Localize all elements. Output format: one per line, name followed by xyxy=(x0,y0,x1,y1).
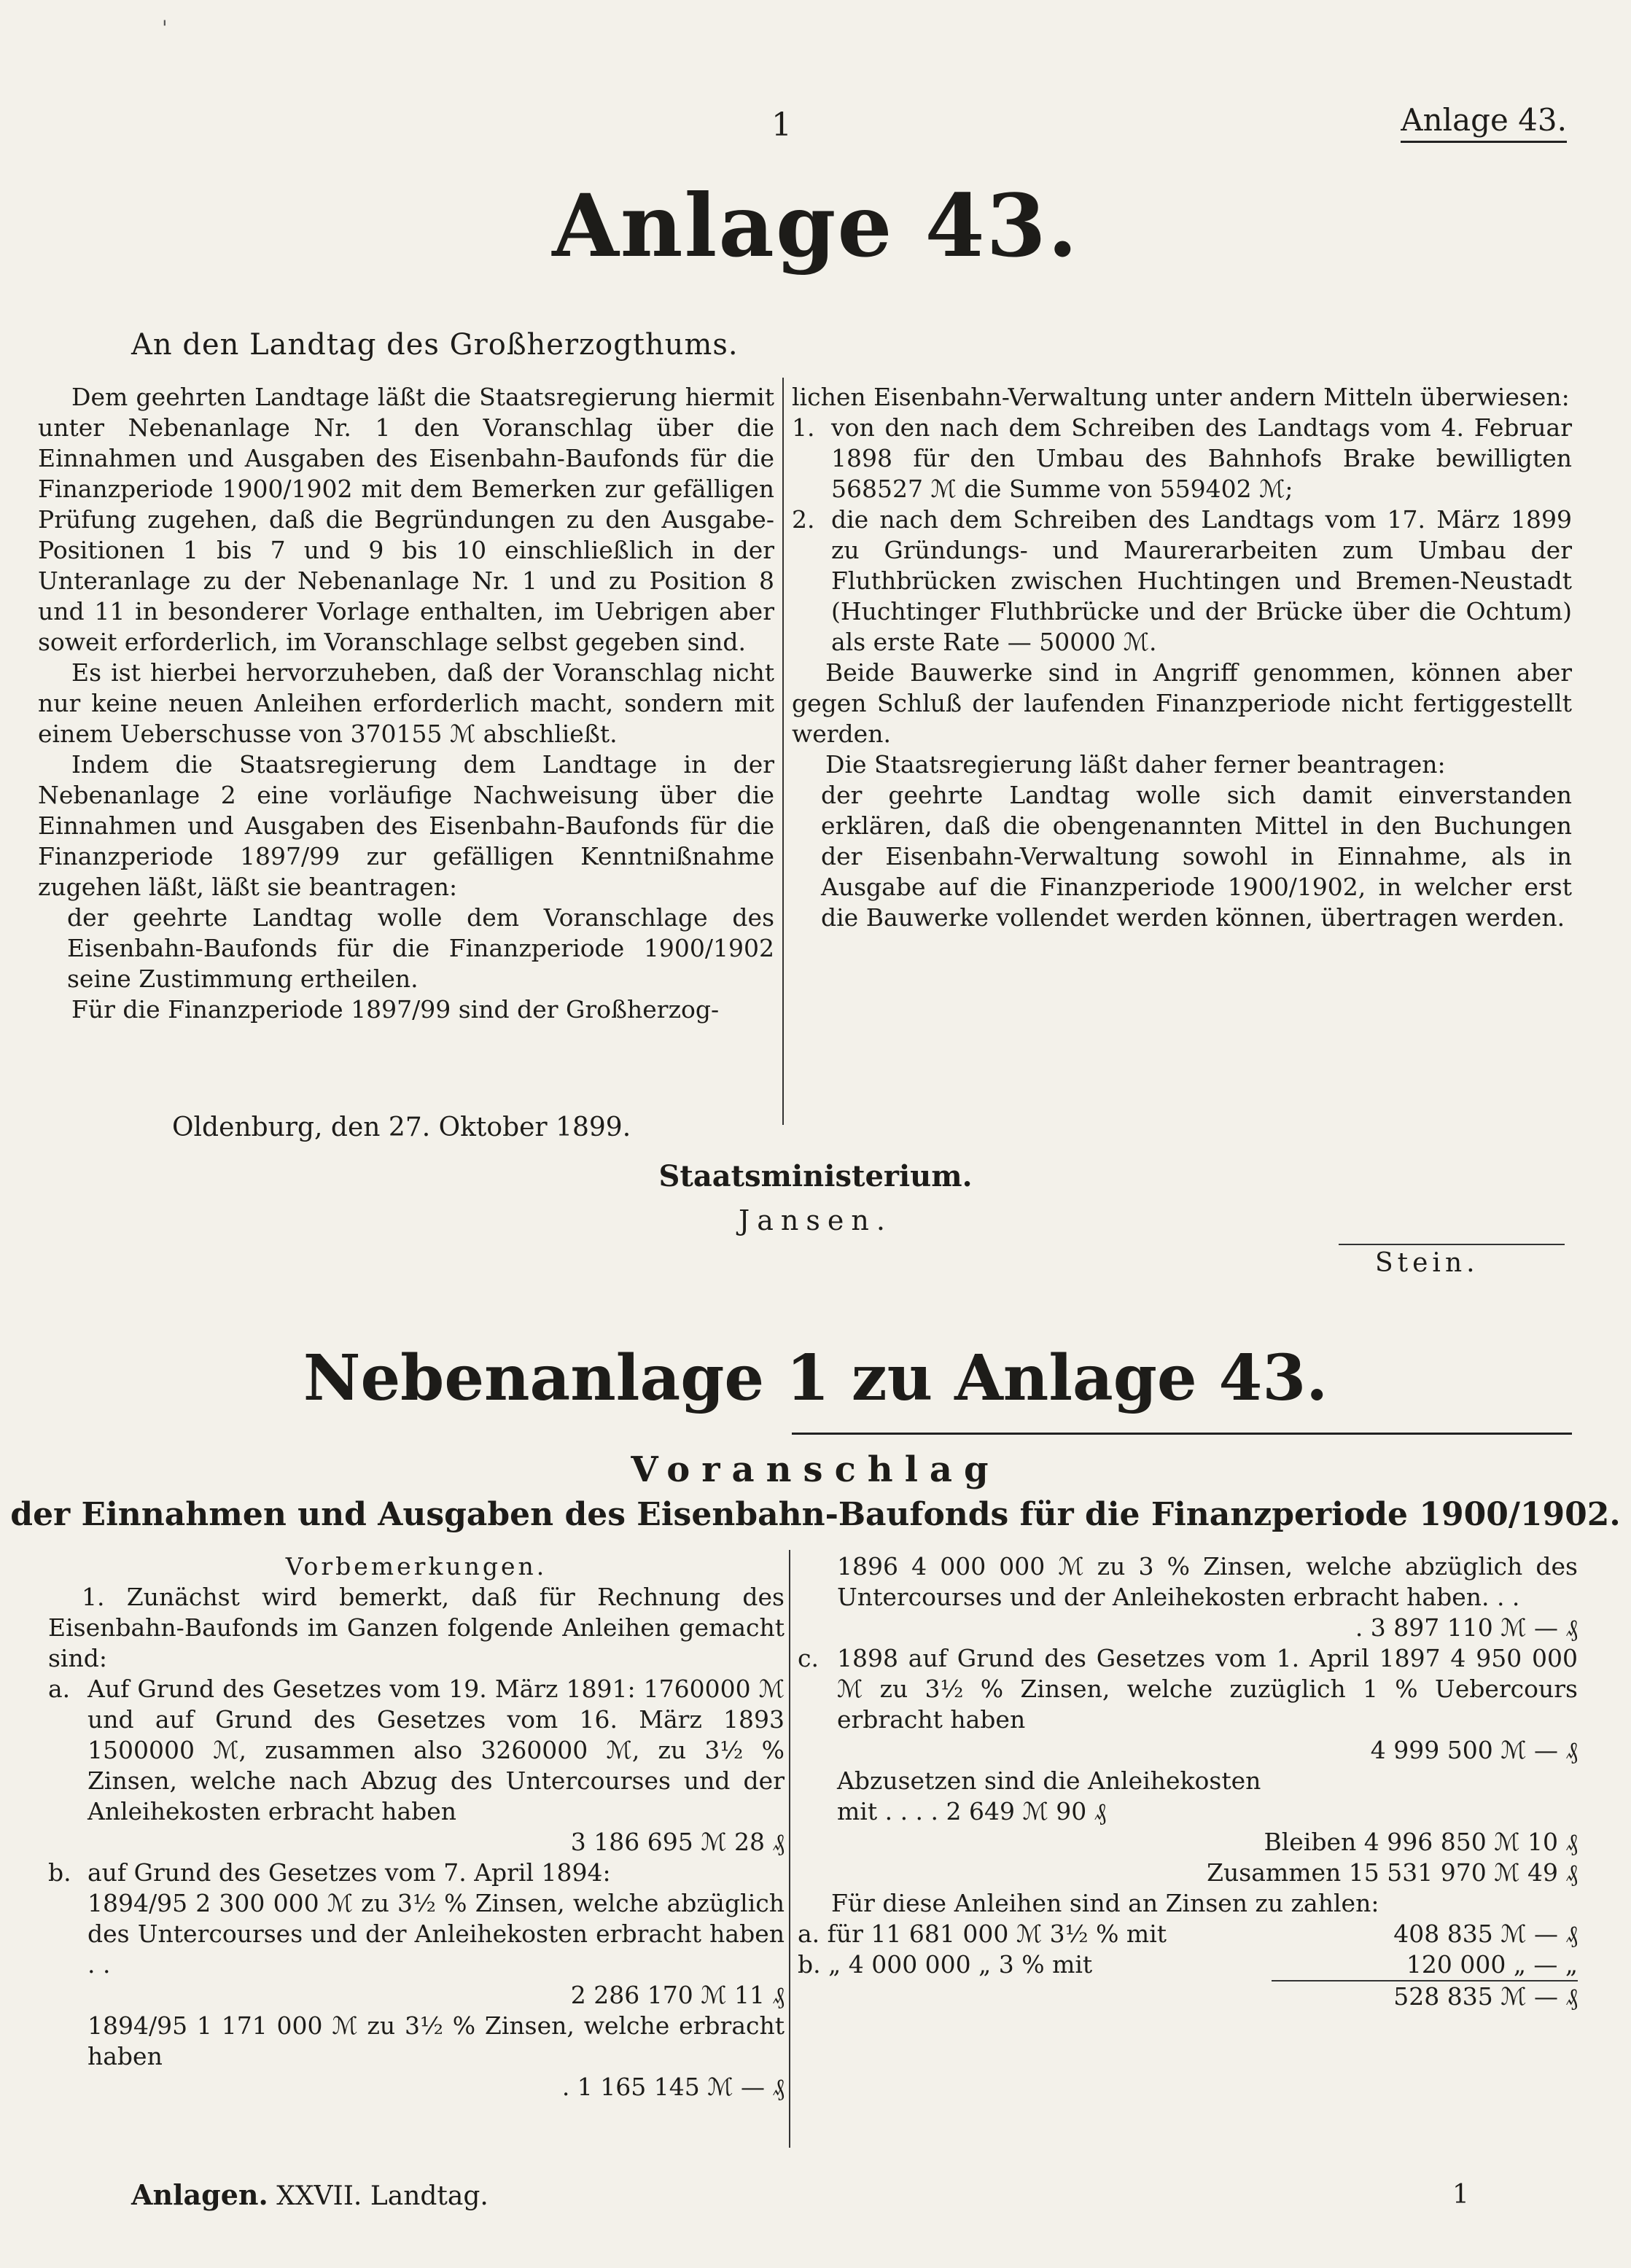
paragraph: lichen Eisenbahn-Verwaltung unter andern Mitteln überwiesen: xyxy=(792,383,1570,411)
remaining-label: Bleiben xyxy=(1264,1828,1357,1856)
signature-rule xyxy=(1339,1244,1565,1245)
signature-right: Stein. xyxy=(1375,1248,1479,1278)
item-letter: b. xyxy=(48,1858,71,1887)
total-row xyxy=(798,1858,1578,1888)
signature-left: Jansen. xyxy=(739,1204,892,1236)
item-text xyxy=(87,1674,785,1858)
paragraph: Die Staatsregierung läßt daher ferner beantragen: xyxy=(825,750,1446,779)
item-letter: a. xyxy=(798,1920,820,1948)
motion-text: der geehrte Landtag wolle dem Voranschlage des Eisenbahn-Baufonds für die Finanzperiode 1900/1902 seine Zustimmung ertheilen. xyxy=(67,903,774,993)
footer-landtag: XXVII. Landtag. xyxy=(276,2181,488,2211)
paragraph: Indem die Staatsregierung dem Landtage in der Nebenanlage 2 eine vorläufige Nachweisung über die Einnahmen und Ausgaben des Eisenbahn-Baufonds für die Finanzperiode 1897/99 zur gefälligen Kenntnißnahme zugehen läßt, läßt sie beantragen: xyxy=(38,750,774,901)
right-column-letter xyxy=(792,382,1572,933)
paragraph: Es ist hierbei hervorzuheben, daß der Voranschlag nicht nur keine neuen Anleihen erforderlich macht, sondern mit einem Ueberschusse von 370155 ℳ abschließt. xyxy=(38,658,774,748)
interest-row xyxy=(798,1949,1578,1980)
voranschlag-subtitle: der Einnahmen und Ausgaben des Eisenbahn-Baufonds für die Finanzperiode 1900/1902. xyxy=(10,1496,1621,1533)
item-number: 1. xyxy=(792,413,815,442)
total-amount: 15 531 970 ℳ 49 ₰ xyxy=(1348,1858,1578,1887)
voranschlag-title: Voranschlag xyxy=(631,1449,1000,1490)
motion-text: der geehrte Landtag wolle sich damit einverstanden erklären, daß die obengenannten Mittel in den Buchungen der Eisenbahn-Verwaltung sowohl in Einnahme, als in Ausgabe auf die Finanzperiode 1900/1902, in welcher erst die Bauwerke vollendet werden können, übertragen werden. xyxy=(821,781,1572,932)
place-date: Oldenburg, den 27. Oktober 1899. xyxy=(172,1112,631,1142)
loan-amount: 2 286 170 ℳ 11 ₰ xyxy=(570,1981,785,2009)
list-item xyxy=(798,1643,1578,1766)
item-text: die nach dem Schreiben des Landtags vom 17. März 1899 zu Gründungs- und Maurerarbeiten zum Umbau der Fluthbrücken zwischen Huchtingen und Bremen-Neustadt (Huchtinger Fluthbrücke und der Brücke über die Ochtum) als erste Rate — 50000 ℳ. xyxy=(831,505,1572,656)
paragraph: Beide Bauwerke sind in Angriff genommen, können aber gegen Schluß der laufenden Finanzperiode nicht fertiggestellt werden. xyxy=(792,658,1572,748)
annex-title: Nebenanlage 1 zu Anlage 43. xyxy=(303,1341,1328,1415)
item-text: von den nach dem Schreiben des Landtags vom 4. Februar 1898 für den Umbau des Bahnhofs Brake bewilligten 568527 ℳ die Summe von 559402 ℳ; xyxy=(831,413,1572,503)
paragraph: Für diese Anleihen sind an Zinsen zu zahlen: xyxy=(831,1889,1379,1917)
interest-desc xyxy=(798,1919,1167,1949)
cost-label: Abzusetzen sind die Anleihekosten xyxy=(837,1766,1261,1795)
list-item xyxy=(792,413,1572,504)
item-number: 2. xyxy=(792,505,815,534)
ministry-name: Staatsministerium. xyxy=(658,1159,973,1193)
item-letter: a. xyxy=(48,1675,71,1703)
interest-amount: 408 835 ℳ — ₰ xyxy=(1393,1920,1578,1948)
left-column-letter xyxy=(38,382,774,1025)
right-column-budget xyxy=(798,1551,1578,2012)
total-label: Zusammen xyxy=(1207,1858,1342,1887)
cost-amount: mit . . . . 2 649 ℳ 90 ₰ xyxy=(837,1797,1107,1825)
loan-description: auf Grund des Gesetzes vom 7. April 1894: xyxy=(87,1858,611,1887)
interest-text: für 11 681 000 ℳ 3½ % mit xyxy=(827,1920,1167,1948)
pencil-mark: ' xyxy=(162,16,168,40)
paragraph: Für die Finanzperiode 1897/99 sind der Großherzog- xyxy=(71,995,720,1024)
column-divider xyxy=(782,378,784,1125)
loan-amount: 3 186 695 ℳ 28 ₰ xyxy=(570,1828,785,1856)
list-item xyxy=(48,1858,785,1888)
footer-left xyxy=(131,2178,488,2211)
list-item xyxy=(792,504,1572,658)
footer-anlagen: Anlagen. xyxy=(131,2178,268,2211)
loan-description: 1896 4 000 000 ℳ zu 3 % Zinsen, welche abzüglich des Untercourses und der Anleihekosten erbracht haben. . . xyxy=(837,1552,1578,1611)
footer-page-number: 1 xyxy=(1452,2180,1469,2210)
interest-text: „ 4 000 000 „ 3 % mit xyxy=(828,1950,1093,1979)
loan-description: 1894/95 2 300 000 ℳ zu 3½ % Zinsen, welche abzüglich des Untercourses und der Anleihekosten erbracht haben . . xyxy=(87,1889,785,1979)
address-line: An den Landtag des Großherzogthums. xyxy=(131,328,739,362)
list-item xyxy=(48,1674,785,1858)
loan-description: Auf Grund des Gesetzes vom 19. März 1891: 1760000 ℳ und auf Grund des Gesetzes vom 16. März 1893 1500000 ℳ, zusammen also 3260000 ℳ, zu 3½ % Zinsen, welche nach Abzug des Untercourses und der Anleihekosten erbracht haben xyxy=(87,1675,785,1825)
remaining-row xyxy=(798,1827,1578,1858)
loan-amount: . 3 897 110 ℳ — ₰ xyxy=(1355,1613,1578,1642)
sub-item xyxy=(798,1551,1578,1643)
interest-total: 528 835 ℳ — ₰ xyxy=(1272,1980,1578,2012)
loan-amount: . 1 165 145 ℳ — ₰ xyxy=(561,2073,785,2101)
sub-item xyxy=(48,1888,785,2011)
loan-description: 1894/95 1 171 000 ℳ zu 3½ % Zinsen, welche erbracht haben xyxy=(87,2011,785,2070)
column-divider xyxy=(789,1550,790,2148)
interest-desc xyxy=(798,1949,1092,1980)
item-letter: c. xyxy=(798,1644,819,1672)
left-column-budget xyxy=(48,1551,785,2103)
interest-row xyxy=(798,1919,1578,1949)
interest-amount: 120 000 „ — „ xyxy=(1406,1950,1578,1979)
loan-description: 1898 auf Grund des Gesetzes vom 1. April 1897 4 950 000 ℳ zu 3½ % Zinsen, welche zuzüglich 1 % Uebercours erbracht haben xyxy=(837,1644,1578,1734)
running-header: Anlage 43. xyxy=(1401,102,1567,143)
section-heading: Vorbemerkungen. xyxy=(285,1552,548,1581)
paragraph: Dem geehrten Landtage läßt die Staatsregierung hiermit unter Nebenanlage Nr. 1 den Voranschlag über die Einnahmen und Ausgaben des Eisenbahn-Baufonds für die Finanzperiode 1900/1902 mit dem Bemerken zur gefälligen Prüfung zugehen, daß die Begründungen zu den Ausgabe-Positionen 1 bis 7 und 9 bis 10 einschließlich in der Unteranlage zu der Nebenanlage Nr. 1 und zu Position 8 und 11 in besonderer Vorlage enthalten, im Uebrigen aber soweit erforderlich, im Voranschlage selbst gegeben sind. xyxy=(38,383,774,656)
sub-item xyxy=(48,2011,785,2103)
item-text xyxy=(87,1858,785,1888)
page-number: 1 xyxy=(771,106,792,144)
paragraph: 1. Zunächst wird bemerkt, daß für Rechnung des Eisenbahn-Baufonds im Ganzen folgende Anleihen gemacht sind: xyxy=(48,1583,785,1672)
loan-amount: 4 999 500 ℳ — ₰ xyxy=(1370,1736,1578,1764)
item-text xyxy=(837,1643,1578,1766)
divider-rule xyxy=(792,1433,1572,1435)
item-letter: b. xyxy=(798,1950,821,1979)
remaining-amount: 4 996 850 ℳ 10 ₰ xyxy=(1363,1828,1578,1856)
cost-deduction xyxy=(798,1766,1578,1827)
document-title: Anlage 43. xyxy=(552,175,1079,276)
